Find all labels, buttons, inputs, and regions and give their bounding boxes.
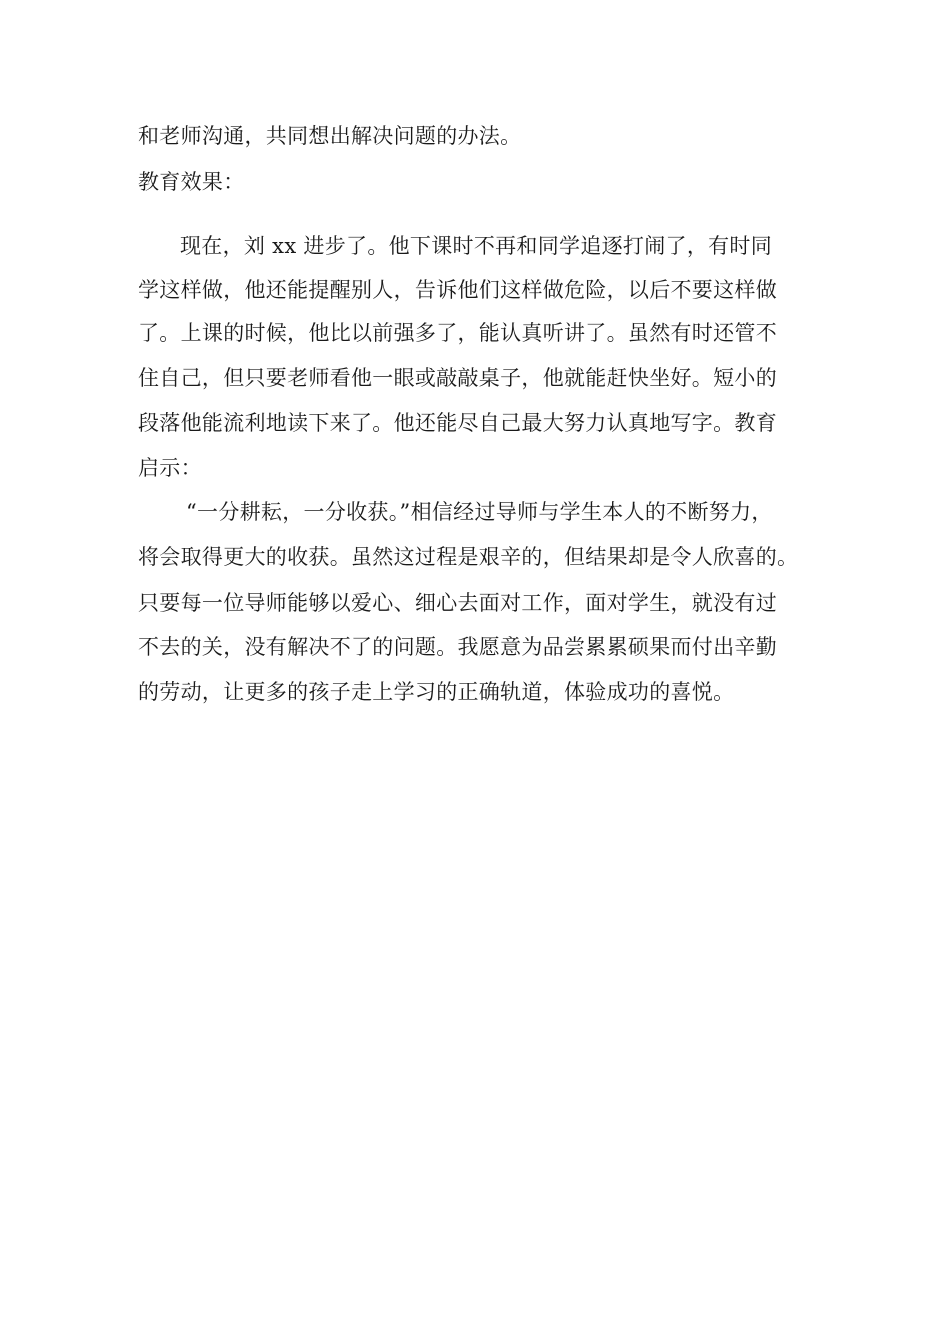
text-line: 住自己，但只要老师看他一眼或敲敲桌子，他就能赶快坐好。短小的	[138, 366, 777, 390]
text-line: 学这样做，他还能提醒别人，告诉他们这样做危险，以后不要这样做	[138, 278, 777, 302]
text-line: 只要每一位导师能够以爱心、细心去面对工作，面对学生，就没有过	[138, 591, 777, 615]
text-line: 了。上课的时候，他比以前强多了，能认真听讲了。虽然有时还管不	[138, 321, 777, 345]
text-line: 和老师沟通，共同想出解决问题的办法。	[138, 124, 522, 148]
text-line: 将会取得更大的收获。虽然这过程是艰辛的，但结果却是令人欣喜的。	[138, 545, 799, 569]
text-line: 现在，刘 xx 进步了。他下课时不再和同学追逐打闹了，有时同	[180, 234, 773, 258]
text-line: 段落他能流利地读下来了。他还能尽自己最大努力认真地写字。教育	[138, 411, 777, 435]
text-line: “一分耕耘，一分收获。”相信经过导师与学生本人的不断努力，	[186, 500, 773, 524]
text-line: 不去的关，没有解决不了的问题。我愿意为品尝累累硕果而付出辛勤	[138, 635, 777, 659]
text-line: 的劳动，让更多的孩子走上学习的正确轨道，体验成功的喜悦。	[138, 680, 735, 704]
section-heading-education-effect: 教育效果：	[138, 170, 245, 194]
section-heading-inspiration: 启示：	[138, 456, 202, 480]
